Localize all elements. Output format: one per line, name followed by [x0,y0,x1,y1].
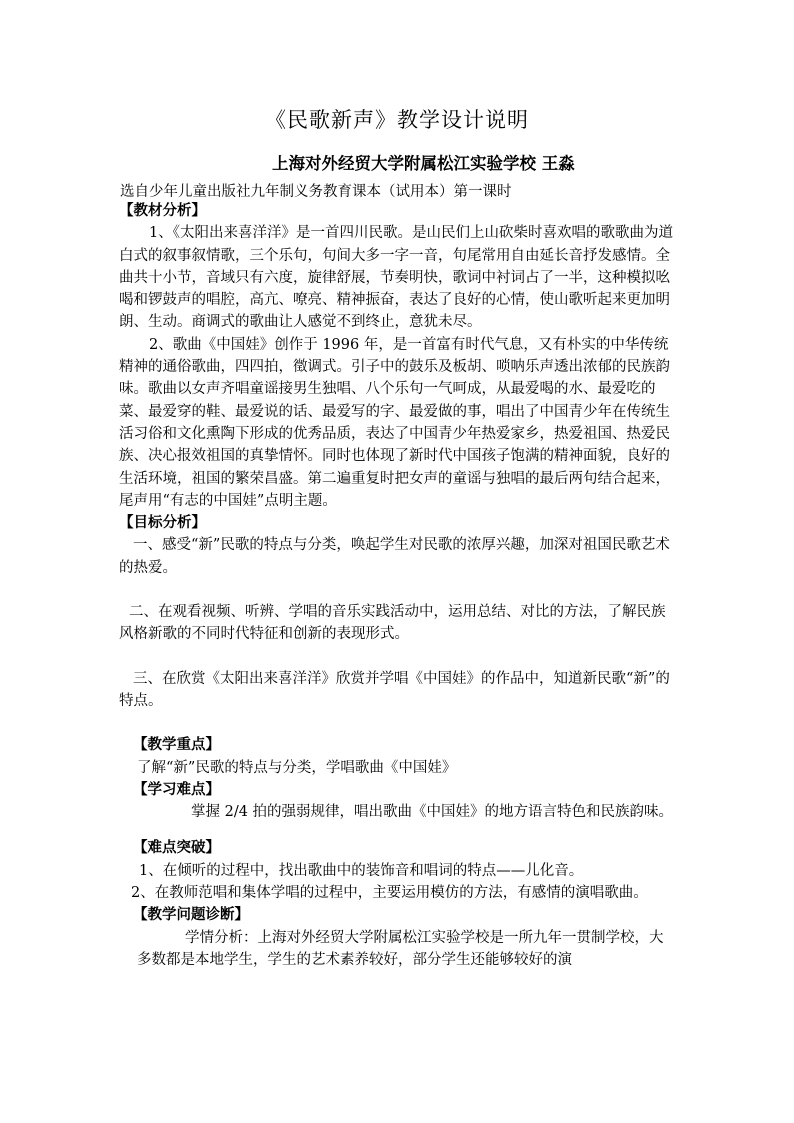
breakthrough-item-2: 2、在教师范唱和集体学唱的过程中，主要运用模仿的方法，有感情的演唱歌曲。 [131,885,648,902]
material-paragraph-1: 1、《太阳出来喜洋洋》是一首四川民歌。是山民们上山砍柴时喜欢唱的歌歌曲为道白式的叙事叙情歌，三个乐句，句间大多一字一音，句尾常用自由延长音抒发感情。全曲共十小节，音域只有六度，旋律舒展，节奏明快，歌词中衬词占了一半，这种模拟吆喝和锣鼓声的唱腔，高亢、嘹亮、精神振奋，表达了良好的心情，使山歌听起来更加明朗、生动。商调式的歌曲让人感觉不到终止，意犹未尽。 [119,225,673,331]
material-paragraph-2: 2、歌曲《中国娃》创作于 1996 年，是一首富有时代气息，又有朴实的中华传统精神的通俗歌曲，四四拍，徵调式。引子中的鼓乐及板胡、唢呐乐声透出浓郁的民族韵味。歌曲以女声齐唱童谣接男生独唱、八个乐句一气呵成，从最爱喝的水、最爱吃的菜、最爱穿的鞋、最爱说的话、最爱写的字、最爱做的事，唱出了中国青少年在传统生活习俗和文化熏陶下形成的优秀品质，表达了中国青少年热爱家乡，热爱祖国、热爱民族、决心报效祖国的真挚情怀。同时也体现了新时代中国孩子饱满的精神面貌，良好的生活环境，祖国的繁荣昌盛。第二遍重复时把女声的童谣与独唱的最后两句结合起来，尾声用“有志的中国娃”点明主题。 [119,336,670,509]
section-heading-breakthrough: 【难点突破】 [133,839,220,857]
page-title: 《民歌新声》教学设计说明 [265,108,529,132]
keypoint-text: 了解“新”民歌的特点与分类，学唱歌曲《中国娃》 [137,759,457,776]
spacer [119,646,675,668]
diagnosis-text: 学情分析：上海对外经贸大学附属松江实验学校是一所九年一贯制学校，大多数都是本地学生，学生的艺术素养较好，部分学生还能够较好的演 [137,929,664,968]
document-body [119,200,675,971]
spacer [119,712,675,734]
section-heading-difficulty: 【学习难点】 [133,780,220,798]
goal-3: 三、在欣赏《太阳出来喜洋洋》欣赏并学唱《中国娃》的作品中，知道新民歌“新”的特点。 [119,670,670,709]
section-heading-material: 【教材分析】 [119,202,206,219]
section-heading-keypoint: 【教学重点】 [133,736,220,754]
author-line: 上海对外经贸大学附属松江实验学校 王淼 [272,154,575,173]
section-heading-goals: 【目标分析】 [119,514,206,532]
difficulty-text: 掌握 2/4 拍的强弱规律，唱出歌曲《中国娃》的地方语言特色和民族韵味。 [191,804,674,821]
spacer [119,823,675,837]
breakthrough-item-1: 1、在倾听的过程中，找出歌曲中的装饰音和唱词的特点——儿化音。 [139,862,584,879]
goal-1: 一、感受“新”民歌的特点与分类，唤起学生对民歌的浓厚兴趣，加深对祖国民歌艺术的热爱。 [119,537,670,576]
goal-2: 二、在观看视频、听辨、学唱的音乐实践活动中，运用总结、对比的方法，了解民族风格新歌的不同时代特征和创新的表现形式。 [119,604,666,643]
spacer [119,579,675,601]
section-heading-diagnosis: 【教学问题诊断】 [133,906,249,924]
source-line: 选自少年儿童出版社九年制义务教育课本（试用本）第一课时 [120,184,512,200]
